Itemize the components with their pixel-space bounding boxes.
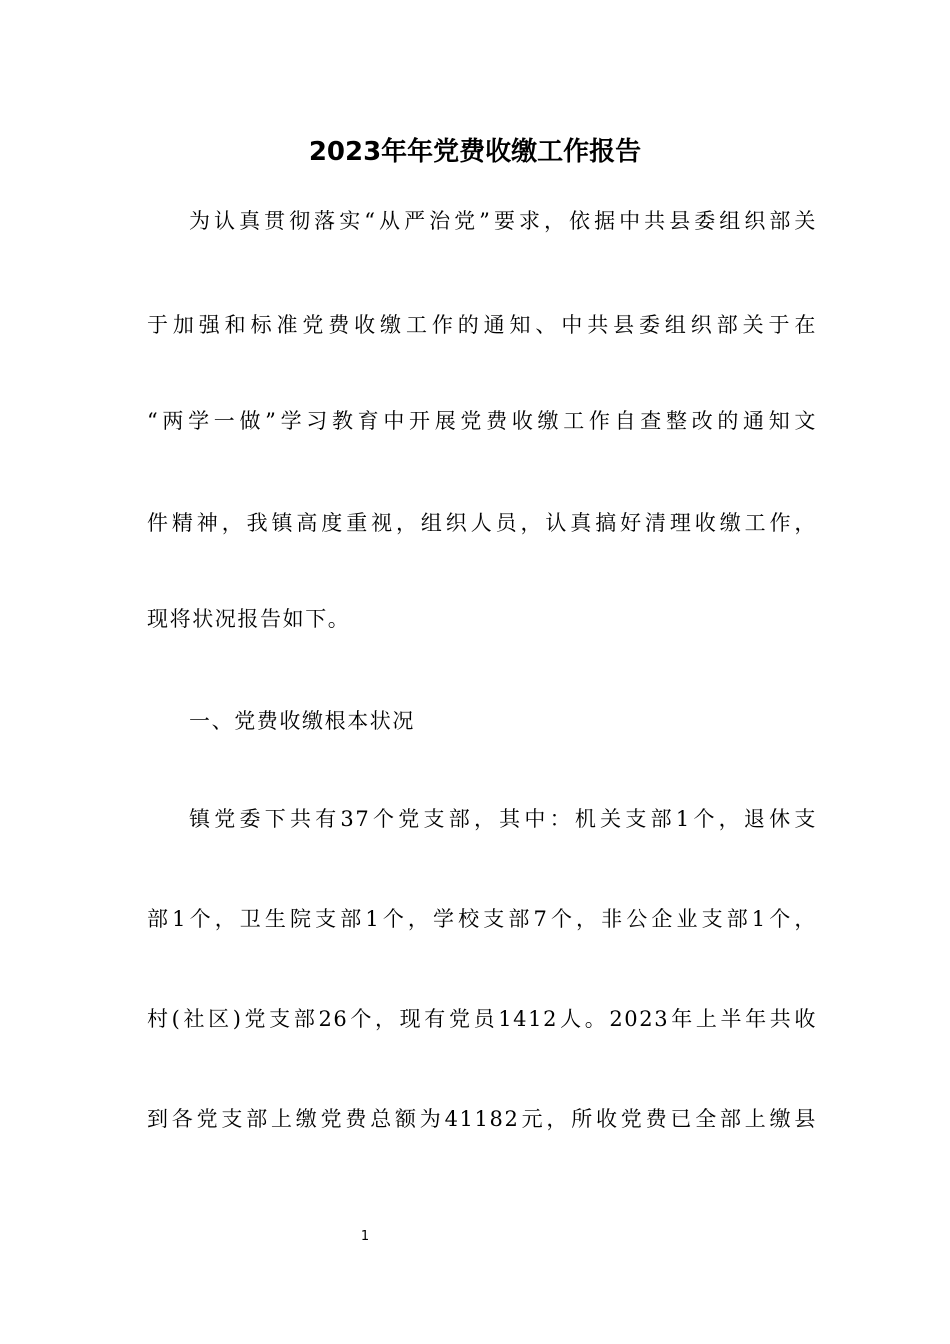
paragraph-1-line-4: 件精神，我镇高度重视，组织人员，认真搞好清理收缴工作， xyxy=(147,511,817,535)
paragraph-2-line-2: 部1个，卫生院支部1个，学校支部7个，非公企业支部1个， xyxy=(147,907,817,931)
paragraph-1-line-1: 为认真贯彻落实“从严治党”要求，依据中共县委组织部关 xyxy=(189,209,817,233)
paragraph-2-line-3: 村(社区)党支部26个，现有党员1412人。2023年上半年共收 xyxy=(147,1007,817,1031)
section-1-heading: 一、党费收缴根本状况 xyxy=(189,709,415,733)
paragraph-1-line-2: 于加强和标准党费收缴工作的通知、中共县委组织部关于在 xyxy=(147,313,817,337)
paragraph-1-line-5: 现将状况报告如下。 xyxy=(147,607,351,631)
page-number: 1 xyxy=(360,1229,370,1244)
paragraph-2-line-1: 镇党委下共有37个党支部，其中：机关支部1个，退休支 xyxy=(189,807,817,831)
document-title: 2023年年党费收缴工作报告 xyxy=(308,137,642,167)
paragraph-2-line-4: 到各党支部上缴党费总额为41182元，所收党费已全部上缴县 xyxy=(147,1107,817,1131)
paragraph-1-line-3: “两学一做”学习教育中开展党费收缴工作自查整改的通知文 xyxy=(147,409,817,433)
